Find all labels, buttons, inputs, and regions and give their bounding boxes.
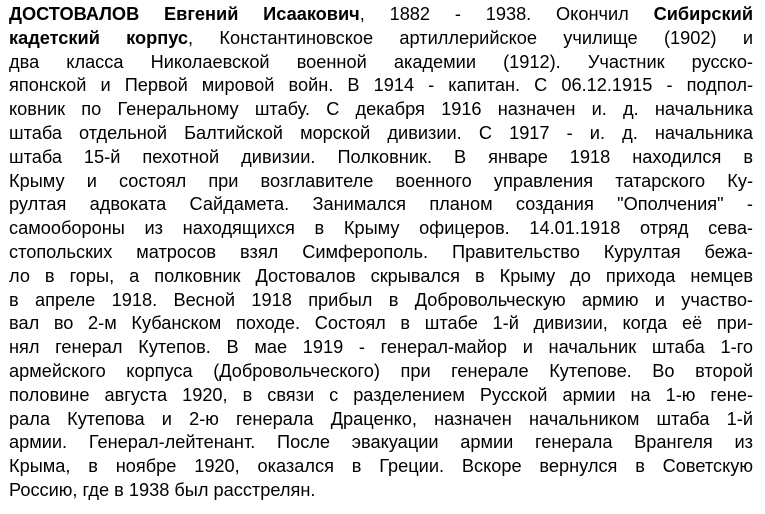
text-segment: стопольских матросов взял Симферополь. Правительство Курултая бежа-: [9, 241, 753, 262]
text-segment: самообороны из находящихся в Крыму офицеров. 14.01.1918 отряд сева-: [9, 218, 753, 239]
text-segment: , Константиновское артиллерийское училище (1902) и: [188, 27, 753, 48]
text-line: [9, 51, 753, 75]
text-segment: ковник по Генеральному штабу. С декабря 1916 назначен и. д. начальника: [9, 99, 753, 120]
text-segment: , 1882 - 1938. Окончил: [359, 4, 654, 24]
text-segment: Крыму и состоял при возглавителе военного управления татарского Ку-: [9, 170, 753, 191]
text-line: [9, 289, 753, 313]
text-line: [9, 122, 753, 146]
text-segment: вал во 2-м Кубанском походе. Состоял в штабе 1-й дивизии, когда её при-: [9, 313, 753, 334]
text-segment: рала Кутепова и 2-ю генерала Драценко, назначен начальником штаба 1-й: [9, 408, 753, 429]
text-line: [9, 27, 753, 51]
text-line: [9, 479, 753, 503]
text-segment: рултая адвоката Сайдамета. Занимался планом создания "Ополчения" -: [9, 194, 753, 215]
biography-entry: [9, 3, 753, 503]
bold-text-segment: кадетский корпус: [9, 27, 189, 48]
text-line: [9, 360, 753, 384]
text-line: [9, 241, 753, 265]
text-line: [9, 170, 753, 194]
text-segment: два класса Николаевской военной академии (1912). Участник русско-: [9, 51, 753, 72]
text-segment: армии. Генерал-лейтенант. После эвакуации армии генерала Врангеля из: [9, 432, 753, 453]
bold-text-segment: Сибирский: [653, 4, 753, 24]
text-segment: ло в горы, а полковник Достовалов скрывался в Крыму до прихода немцев: [9, 265, 753, 286]
text-line: [9, 431, 753, 455]
bold-text-segment: ДОСТОВАЛОВ Евгений Исаакович: [9, 4, 360, 24]
text-segment: штаба 15-й пехотной дивизии. Полковник. В январе 1918 находился в: [9, 146, 753, 167]
text-line: [9, 408, 753, 432]
text-segment: армейского корпуса (Добровольческого) при генерале Кутепове. Во второй: [9, 360, 753, 381]
text-segment: японской и Первой мировой войн. В 1914 - капитан. С 06.12.1915 - подпол-: [9, 75, 753, 96]
text-line: [9, 336, 753, 360]
text-line: [9, 455, 753, 479]
text-line: [9, 193, 753, 217]
text-line: [9, 217, 753, 241]
text-segment: штаба отдельной Балтийской морской дивизии. С 1917 - и. д. начальника: [9, 122, 753, 143]
text-segment: Крыма, в ноябре 1920, оказался в Греции. Вскоре вернулся в Советскую: [9, 456, 753, 477]
text-segment: Россию, где в 1938 был расстрелян.: [9, 479, 316, 500]
text-line: [9, 146, 753, 170]
text-line: [9, 3, 753, 27]
text-line: [9, 312, 753, 336]
text-line: [9, 384, 753, 408]
text-line: [9, 265, 753, 289]
text-segment: нял генерал Кутепов. В мае 1919 - генерал-майор и начальник штаба 1-го: [9, 337, 753, 358]
text-line: [9, 98, 753, 122]
text-line: [9, 74, 753, 98]
text-segment: в апреле 1918. Весной 1918 прибыл в Добровольческую армию и участво-: [9, 289, 753, 310]
text-segment: половине августа 1920, в связи с разделением Русской армии на 1-ю гене-: [9, 384, 753, 405]
